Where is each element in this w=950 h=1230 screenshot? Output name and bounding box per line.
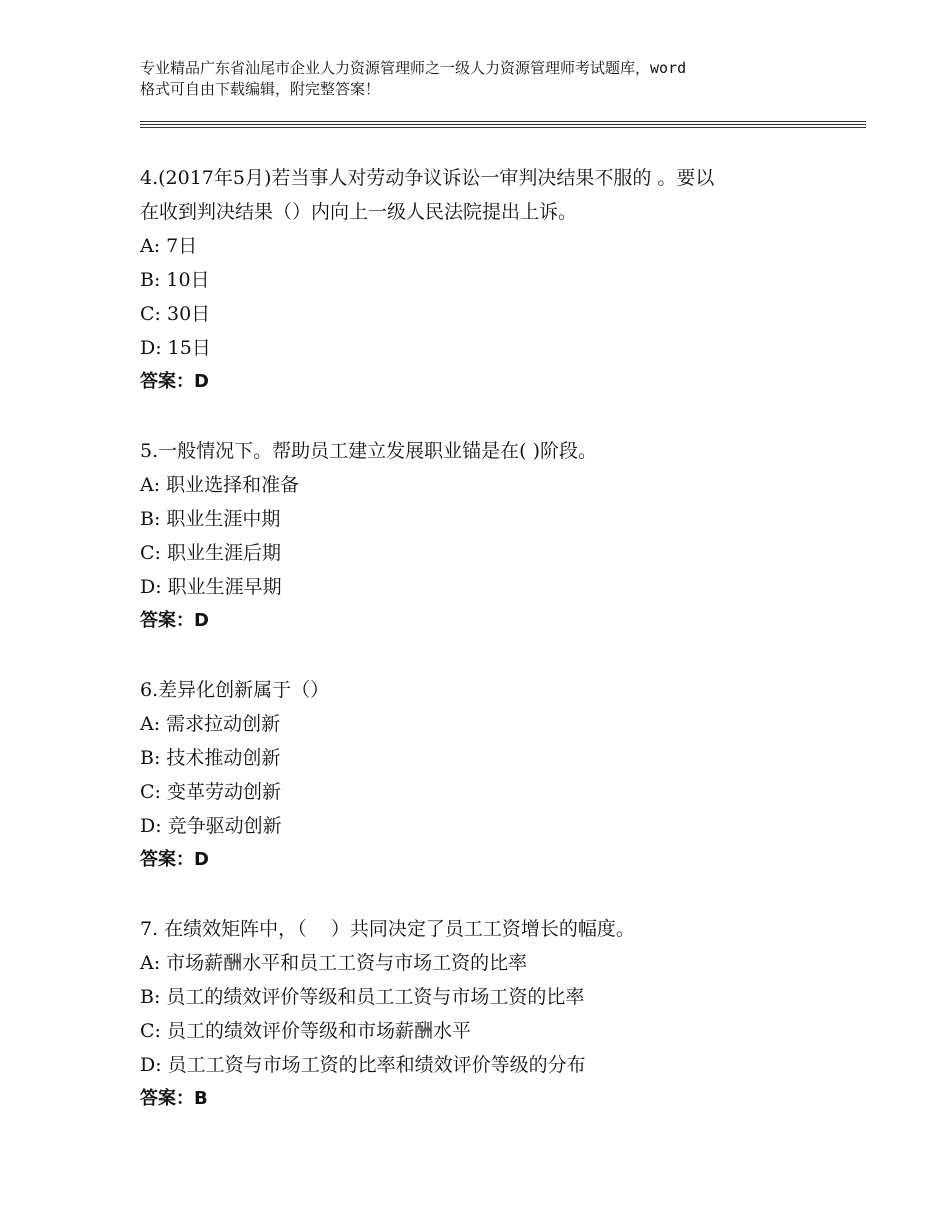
option-b: B: 10日 [140,269,210,291]
answer-line: 答案：B [140,1088,208,1109]
option-b: B: 员工的绩效评价等级和员工工资与市场工资的比率 [140,986,585,1008]
header-divider [140,127,866,128]
option-a: A: 7日 [140,235,198,257]
header-line: 格式可自由下载编辑，附完整答案！ [140,80,381,98]
option-c: C: 30日 [140,303,211,325]
question-block [140,673,840,877]
question-block [140,912,840,1116]
answer-line: 答案：D [140,371,209,392]
option-d: D: 职业生涯早期 [140,576,282,598]
answer-line: 答案：D [140,610,209,631]
question-stem: 5.一般情况下。帮助员工建立发展职业锚是在( )阶段。 [140,440,597,462]
header-divider [140,124,866,125]
option-b: B: 技术推动创新 [140,747,281,769]
option-a: A: 市场薪酬水平和员工工资与市场工资的比率 [140,952,528,974]
question-stem: 6.差异化创新属于（） [140,679,330,701]
header-line: 专业精品广东省汕尾市企业人力资源管理师之一级人力资源管理师考试题库，word [140,59,687,77]
option-d: D: 15日 [140,337,211,359]
option-c: C: 职业生涯后期 [140,542,281,564]
question-stem: 在收到判决结果（）内向上一级人民法院提出上诉。 [140,201,578,223]
option-c: C: 员工的绩效评价等级和市场薪酬水平 [140,1020,471,1042]
option-b: B: 职业生涯中期 [140,508,281,530]
option-d: D: 竞争驱动创新 [140,815,282,837]
option-c: C: 变革劳动创新 [140,781,281,803]
option-a: A: 需求拉动创新 [140,713,281,735]
document-header [140,58,840,100]
header-divider [140,121,866,122]
option-a: A: 职业选择和准备 [140,474,300,496]
question-block [140,161,840,399]
question-block [140,434,840,638]
answer-line: 答案：D [140,849,209,870]
question-stem: 4.(2017年5月)若当事人对劳动争议诉讼一审判决结果不服的 。要以 [140,167,715,189]
question-stem: 7. 在绩效矩阵中，（ ）共同决定了员工工资增长的幅度。 [140,918,635,940]
option-d: D: 员工工资与市场工资的比率和绩效评价等级的分布 [140,1054,586,1076]
